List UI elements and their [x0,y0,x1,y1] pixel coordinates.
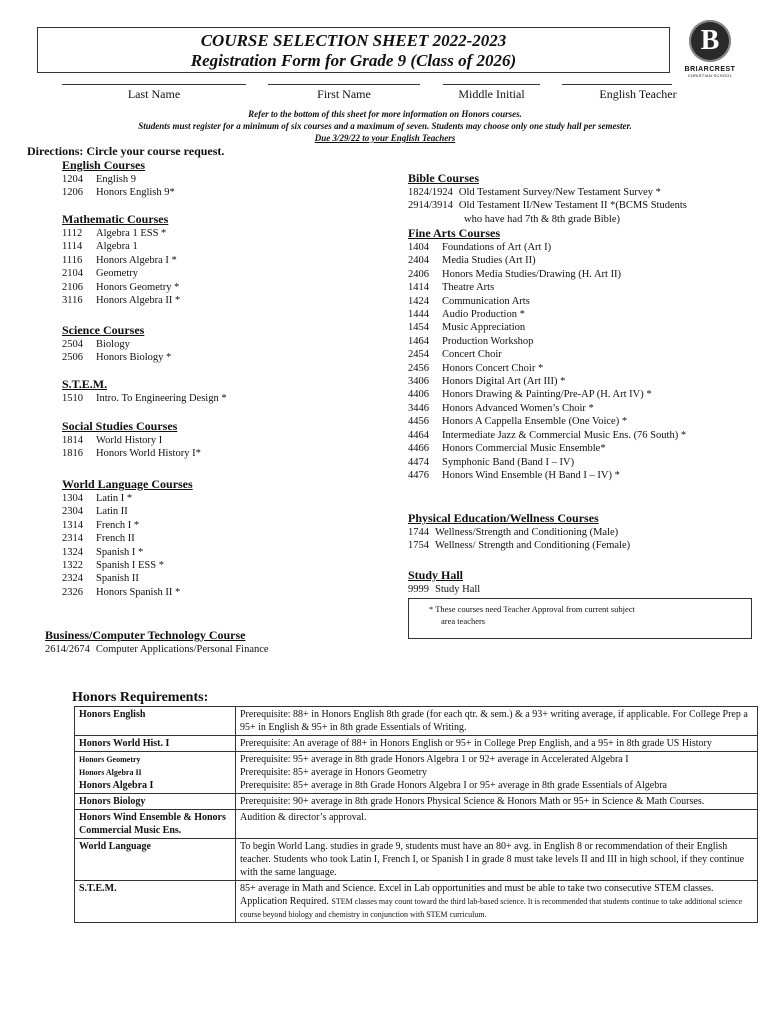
course-code: 4476 [408,469,429,481]
course-code: 2324 [62,573,83,585]
course-item[interactable] [62,186,175,199]
section-title: Fine Arts Courses [408,226,500,240]
course-item[interactable] [62,281,180,294]
course-item[interactable] [408,583,480,596]
course-code: 4456 [408,416,429,428]
course-name: Honors Algebra II * [96,295,181,307]
course-name: French I * [96,519,140,531]
course-code: 1424 [408,295,429,307]
course-name: Concert Choir [442,349,502,361]
honors-note: Refer to the bottom of this sheet for more information on Honors courses. [248,109,522,119]
page-title: COURSE SELECTION SHEET 2022-2023 [200,31,507,50]
course-code: 2304 [62,506,83,518]
table-row [75,794,758,810]
requirement-course: World Language [75,839,236,881]
course-code: 1454 [408,322,429,334]
course-name: World History I [96,435,163,446]
course-name: English 9 [96,174,136,185]
approval-note-line2: area teachers [441,616,486,626]
course-item[interactable] [408,429,686,442]
course-item[interactable] [62,338,171,351]
course-note: who have had 7th & 8th grade Bible) [464,213,621,225]
course-code: 1414 [408,282,429,294]
course-item[interactable] [408,281,686,294]
course-code: 1816 [62,448,83,460]
table-row [75,839,758,881]
course-code: 1754 [408,540,429,552]
requirement-text: 85+ average in Math and Science. Excel in Lab opportunities and must be able to take two consecutive STEM classes. Application Required. [240,883,714,907]
course-code: 1322 [62,560,83,572]
course-code: 1814 [62,435,83,446]
course-item[interactable] [62,586,193,599]
course-name: Honors Commercial Music Ensemble* [442,443,606,455]
course-item[interactable] [62,559,193,572]
table-row [75,881,758,923]
due-date: Due 3/29/22 to your English Teachers [314,133,456,143]
course-code: 1510 [62,393,83,404]
course-item[interactable] [408,415,686,428]
course-name: Foundations of Art (Art I) [442,242,552,253]
table-row [75,752,758,794]
requirement-text-group [236,752,758,794]
requirement-text: Prerequisite: 85+ average in 8th Grade Honors Algebra I or 95+ average in 8th grade Essentials of Algebra [240,780,667,791]
course-name: Honors Drawing & Painting/Pre-AP (H. Art IV) * [442,389,652,401]
science-section [62,323,171,365]
section-title: Study Hall [408,568,464,582]
english-teacher-line[interactable] [562,84,672,85]
course-item[interactable] [62,267,180,280]
honors-requirements-table [74,706,758,923]
requirement-text-group [236,881,758,923]
course-name: Latin II [96,506,128,518]
course-code: 1304 [62,493,83,504]
directions: Directions: Circle your course request. [27,144,225,158]
course-code: 2106 [62,281,83,293]
course-code: 1444 [408,309,429,321]
table-row [75,736,758,752]
section-title: English Courses [62,158,146,172]
first-name-label: First Name [317,87,371,101]
course-name: Honors Digital Art (Art III) * [442,376,566,388]
course-code: 3406 [408,376,429,388]
course-name: Algebra 1 [96,241,138,253]
course-name: Study Hall [435,584,481,595]
business-section [45,628,269,656]
course-code: 2456 [408,362,429,374]
course-item[interactable] [62,434,201,447]
english-teacher-label: English Teacher [599,87,677,101]
section-title: S.T.E.M. [62,377,108,391]
course-item[interactable] [62,351,171,364]
course-name: Honors Algebra I * [96,254,177,266]
section-title: Bible Courses [408,171,480,185]
requirement-course: Honors Geometry [79,755,141,764]
course-code: 2404 [408,255,429,267]
course-name: Honors Geometry * [96,281,180,293]
course-code: 4474 [408,456,429,468]
course-name: Theatre Arts [442,282,495,294]
section-title: World Language Courses [62,477,193,491]
requirement-course: Honors World Hist. I [75,736,236,752]
course-item[interactable] [408,241,686,254]
section-title: Business/Computer Technology Course [45,628,246,642]
world-language-section [62,477,193,599]
course-item[interactable] [408,526,630,539]
course-name: Honors A Cappella Ensemble (One Voice) * [442,416,628,428]
course-code: 2314 [62,533,83,545]
course-code: 1824/1924 [408,187,453,198]
course-item[interactable] [408,402,686,415]
requirement-text: To begin World Lang. studies in grade 9, students must have an 80+ avg. in English 8 or recommendation of their English teacher. Students who took Latin I, French I, or Spanish I in grade 8 must take levels II and III in high school, if they continue with the same language. [236,839,758,881]
course-item[interactable] [408,388,686,401]
course-name: Wellness/ Strength and Conditioning (Female) [435,540,631,552]
stem-section [62,377,227,405]
course-code: 2104 [62,268,83,280]
table-row [75,810,758,839]
course-name: Honors World History I* [96,448,201,460]
requirement-course: Honors Algebra II [79,768,142,777]
course-name: Spanish I * [96,546,144,558]
course-item[interactable] [62,492,193,505]
section-title: Science Courses [62,323,145,337]
course-item[interactable] [408,362,686,375]
requirement-text: Prerequisite: 95+ average in 8th grade Honors Algebra 1 or 92+ average in Accelerated Algebra I [240,754,629,765]
course-item[interactable] [408,469,686,482]
logo-subtitle: CHRISTIAN SCHOOL [687,73,733,78]
course-name: Wellness/Strength and Conditioning (Male) [435,527,619,538]
course-name: Old Testament Survey/New Testament Survey * [458,187,661,198]
requirement-course: Honors English [75,707,236,736]
course-name: French II [96,533,135,545]
course-item[interactable] [408,199,687,212]
course-name: Media Studies (Art II) [442,255,536,267]
title-box [37,27,670,73]
course-name: Algebra 1 ESS * [96,228,167,239]
course-name: Spanish II [96,573,139,585]
course-code: 3116 [62,295,83,307]
course-code: 1114 [62,241,83,253]
course-item[interactable] [408,254,686,267]
course-name: Geometry [96,268,138,280]
course-item[interactable] [62,392,227,405]
math-section [62,212,180,307]
course-code: 2454 [408,349,429,361]
pe-section [408,511,630,553]
course-item[interactable] [408,539,630,552]
requirement-text: Prerequisite: An average of 88+ in Honors English or 95+ in College Prep English, and a 95+ in 8th grade US History [236,736,758,752]
course-name: Honors Wind Ensemble (H Band I – IV) * [442,469,620,481]
course-code: 1116 [62,254,83,266]
course-code: 1744 [408,527,429,538]
course-item[interactable] [408,456,686,469]
course-code: 2506 [62,352,83,364]
course-item[interactable] [408,295,686,308]
course-name: Honors Advanced Women’s Choir * [442,402,594,414]
course-item[interactable] [62,505,193,518]
course-item[interactable] [62,447,201,460]
requirement-course-group [75,752,236,794]
course-item[interactable] [408,442,686,455]
course-item[interactable] [62,294,180,307]
course-code: 2326 [62,586,83,598]
course-code: 4464 [408,429,429,441]
course-item[interactable] [408,268,686,281]
honors-requirements-title: Honors Requirements: [72,690,209,705]
approval-note-line1: * These courses need Teacher Approval from current subject [429,604,635,614]
course-code: 1314 [62,519,83,531]
last-name-label: Last Name [127,87,181,101]
course-name: Spanish I ESS * [96,560,164,572]
course-code: 4466 [408,443,429,455]
requirement-text: Audition & director’s approval. [236,810,758,839]
course-code: 1112 [62,228,83,239]
course-name: Biology [96,339,130,350]
table-row [75,707,758,736]
course-code: 4406 [408,389,429,401]
course-code: 3446 [408,402,429,414]
course-code: 2914/3914 [408,200,453,212]
logo-emblem: B [689,20,731,62]
course-item[interactable] [62,519,193,532]
course-item[interactable] [62,532,193,545]
course-code: 9999 [408,584,429,595]
middle-initial-line[interactable] [443,84,540,85]
course-item[interactable] [62,254,180,267]
course-code: 2614/2674 [45,644,90,655]
course-name: Intermediate Jazz & Commercial Music Ens. (76 South) * [442,429,687,441]
course-code: 1324 [62,546,83,558]
section-title: Social Studies Courses [62,419,178,433]
course-code: 2504 [62,339,83,350]
logo-name: BRIARCREST [684,66,736,73]
section-title: Physical Education/Wellness Courses [408,511,599,525]
course-item[interactable] [62,227,180,240]
requirement-course: Honors Biology [75,794,236,810]
course-code: 1206 [62,187,83,199]
course-item[interactable] [408,321,686,334]
section-title: Mathematic Courses [62,212,169,226]
fine-arts-section [408,226,686,482]
course-name: Intro. To Engineering Design * [96,393,227,404]
requirement-course: S.T.E.M. [75,881,236,923]
middle-initial-label: Middle Initial [458,87,525,101]
requirement-text: Prerequisite: 85+ average in Honors Geometry [240,767,427,778]
last-name-line[interactable] [62,84,246,85]
course-name: Old Testament II/New Testament II *(BCMS Students [458,200,687,212]
course-name: Audio Production * [442,309,525,321]
course-item[interactable] [62,173,175,186]
requirement-text: Prerequisite: 90+ average in 8th grade Honors Physical Science & Honors Math or 95+ in Science & Math Courses. [236,794,758,810]
course-name: Honors Concert Choir * [442,362,544,374]
first-name-line[interactable] [268,84,420,85]
course-name: Honors Spanish II * [96,586,181,598]
page-subtitle: Registration Form for Grade 9 (Class of 2026) [190,51,517,70]
school-logo [680,20,740,78]
social-studies-section [62,419,201,461]
course-code: 1204 [62,174,83,185]
bible-section [408,171,687,226]
course-name: Honors Biology * [96,352,172,364]
course-name: Latin I * [96,493,133,504]
course-item[interactable] [45,643,269,656]
course-name: Communication Arts [442,295,530,307]
course-item[interactable] [62,546,193,559]
requirement-note: STEM classes may count toward the third lab-based science. It is recommended that students continue to take additional science course beyond biology and chemistry in conjunction with STEM curriculum. [240,897,743,919]
registration-rule: Students must register for a minimum of six courses and a maximum of seven. Students may choose only one study hall per semester. [138,121,632,131]
course-code: 1404 [408,242,429,253]
requirement-course: Honors Wind Ensemble & Honors Commercial Music Ens. [75,810,236,839]
course-name: Computer Applications/Personal Finance [95,644,269,655]
course-item[interactable] [408,348,686,361]
course-name: Honors Media Studies/Drawing (H. Art II) [442,268,622,280]
course-item[interactable] [408,335,686,348]
course-item[interactable] [408,186,687,199]
course-item[interactable] [408,308,686,321]
course-item[interactable] [408,375,686,388]
requirement-text: Prerequisite: 88+ in Honors English 8th grade (for each qtr. & sem.) & a 93+ writing average, if applicable. For College Prep a 95+ in English & 95+ in 8th grade Essentials of Writing. [236,707,758,736]
course-item[interactable] [62,572,193,585]
course-code: 1464 [408,335,429,347]
study-hall-section [408,568,480,596]
english-section [62,158,175,200]
course-item[interactable] [62,240,180,253]
course-name: Production Workshop [442,335,534,347]
teacher-approval-note [408,598,752,639]
requirement-course: Honors Algebra I [79,780,154,791]
course-name: Honors English 9* [96,187,175,199]
course-name: Music Appreciation [442,322,526,334]
course-name: Symphonic Band (Band I – IV) [442,456,575,468]
course-code: 2406 [408,268,429,280]
